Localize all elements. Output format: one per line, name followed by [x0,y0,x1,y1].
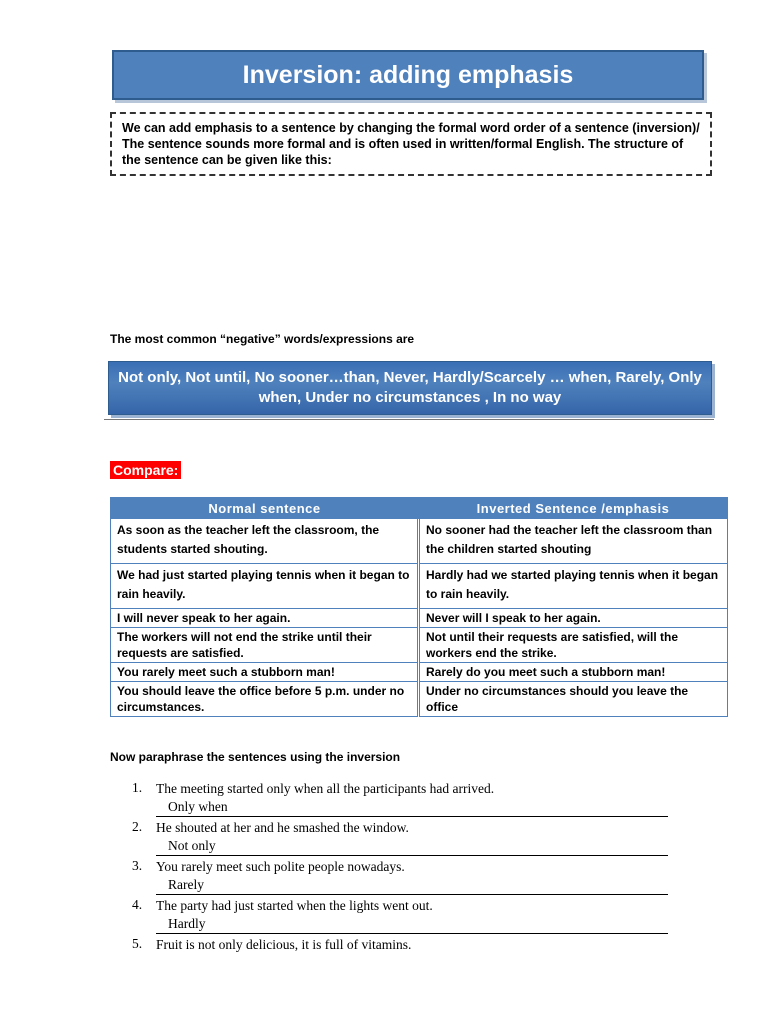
negatives-list: Not only, Not until, No sooner…than, Never, Hardly/Scarcely … when, Rarely, Only when, Under no circumstances , In no way [118,369,702,406]
negatives-box [108,361,712,415]
normal-cell: We had just started playing tennis when it began to rain heavily. [111,564,419,609]
item-number: 1. [132,780,143,795]
item-question: Fruit is not only delicious, it is full of vitamins. [156,937,412,952]
inverted-cell: Hardly had we started playing tennis when it began to rain heavily. [419,564,728,609]
intro-box [110,112,712,176]
exercise-list [132,780,668,954]
inverted-cell: Rarely do you meet such a stubborn man! [419,663,728,682]
divider [104,419,714,420]
exercise-item [132,780,668,817]
item-question: The meeting started only when all the participants had arrived. [156,781,495,796]
item-question: The party had just started when the lights went out. [156,898,433,913]
title-banner [112,50,704,100]
inverted-cell: No sooner had the teacher left the classroom than the children started shouting [419,519,728,564]
item-number: 3. [132,858,143,873]
item-question: He shouted at her and he smashed the window. [156,820,409,835]
normal-cell: You should leave the office before 5 p.m. under no circumstances. [111,682,419,717]
header-inverted: Inverted Sentence /emphasis [419,498,728,519]
table-row [111,628,728,663]
header-normal: Normal sentence [111,498,419,519]
answer-line[interactable] [156,915,668,934]
table-row [111,663,728,682]
table-row [111,564,728,609]
page-title: Inversion: adding emphasis [242,60,574,89]
normal-cell: As soon as the teacher left the classroom, the students started shouting. [111,519,419,564]
answer-prompt: Only when [168,799,228,814]
normal-cell: I will never speak to her again. [111,609,419,628]
comparison-table [110,497,728,717]
item-number: 5. [132,936,143,951]
exercise-item [132,819,668,856]
answer-prompt: Hardly [168,916,206,931]
table-row [111,519,728,564]
compare-label: Compare: [110,461,181,479]
answer-line[interactable] [156,876,668,895]
normal-cell: The workers will not end the strike until their requests are satisfied. [111,628,419,663]
exercise-heading: Now paraphrase the sentences using the inversion [110,750,401,764]
intro-line-2: The sentence sounds more formal and is often used in written/formal English. The structure of the sentence can be given like this: [122,137,684,167]
inverted-cell: Not until their requests are satisfied, will the workers end the strike. [419,628,728,663]
answer-prompt: Rarely [168,877,204,892]
inverted-cell: Under no circumstances should you leave the office [419,682,728,717]
table-row [111,609,728,628]
answer-line[interactable] [156,837,668,856]
exercise-item [132,936,668,954]
intro-line-1: We can add emphasis to a sentence by changing the formal word order of a sentence (inversion)/ [122,121,700,135]
inverted-cell: Never will I speak to her again. [419,609,728,628]
table-header-row [111,498,728,519]
table-row [111,682,728,717]
answer-line[interactable] [156,798,668,817]
item-question: You rarely meet such polite people nowadays. [156,859,405,874]
negatives-heading: The most common “negative” words/expressions are [110,332,415,346]
answer-prompt: Not only [168,838,216,853]
item-number: 2. [132,819,143,834]
item-number: 4. [132,897,143,912]
normal-cell: You rarely meet such a stubborn man! [111,663,419,682]
exercise-item [132,858,668,895]
exercise-item [132,897,668,934]
